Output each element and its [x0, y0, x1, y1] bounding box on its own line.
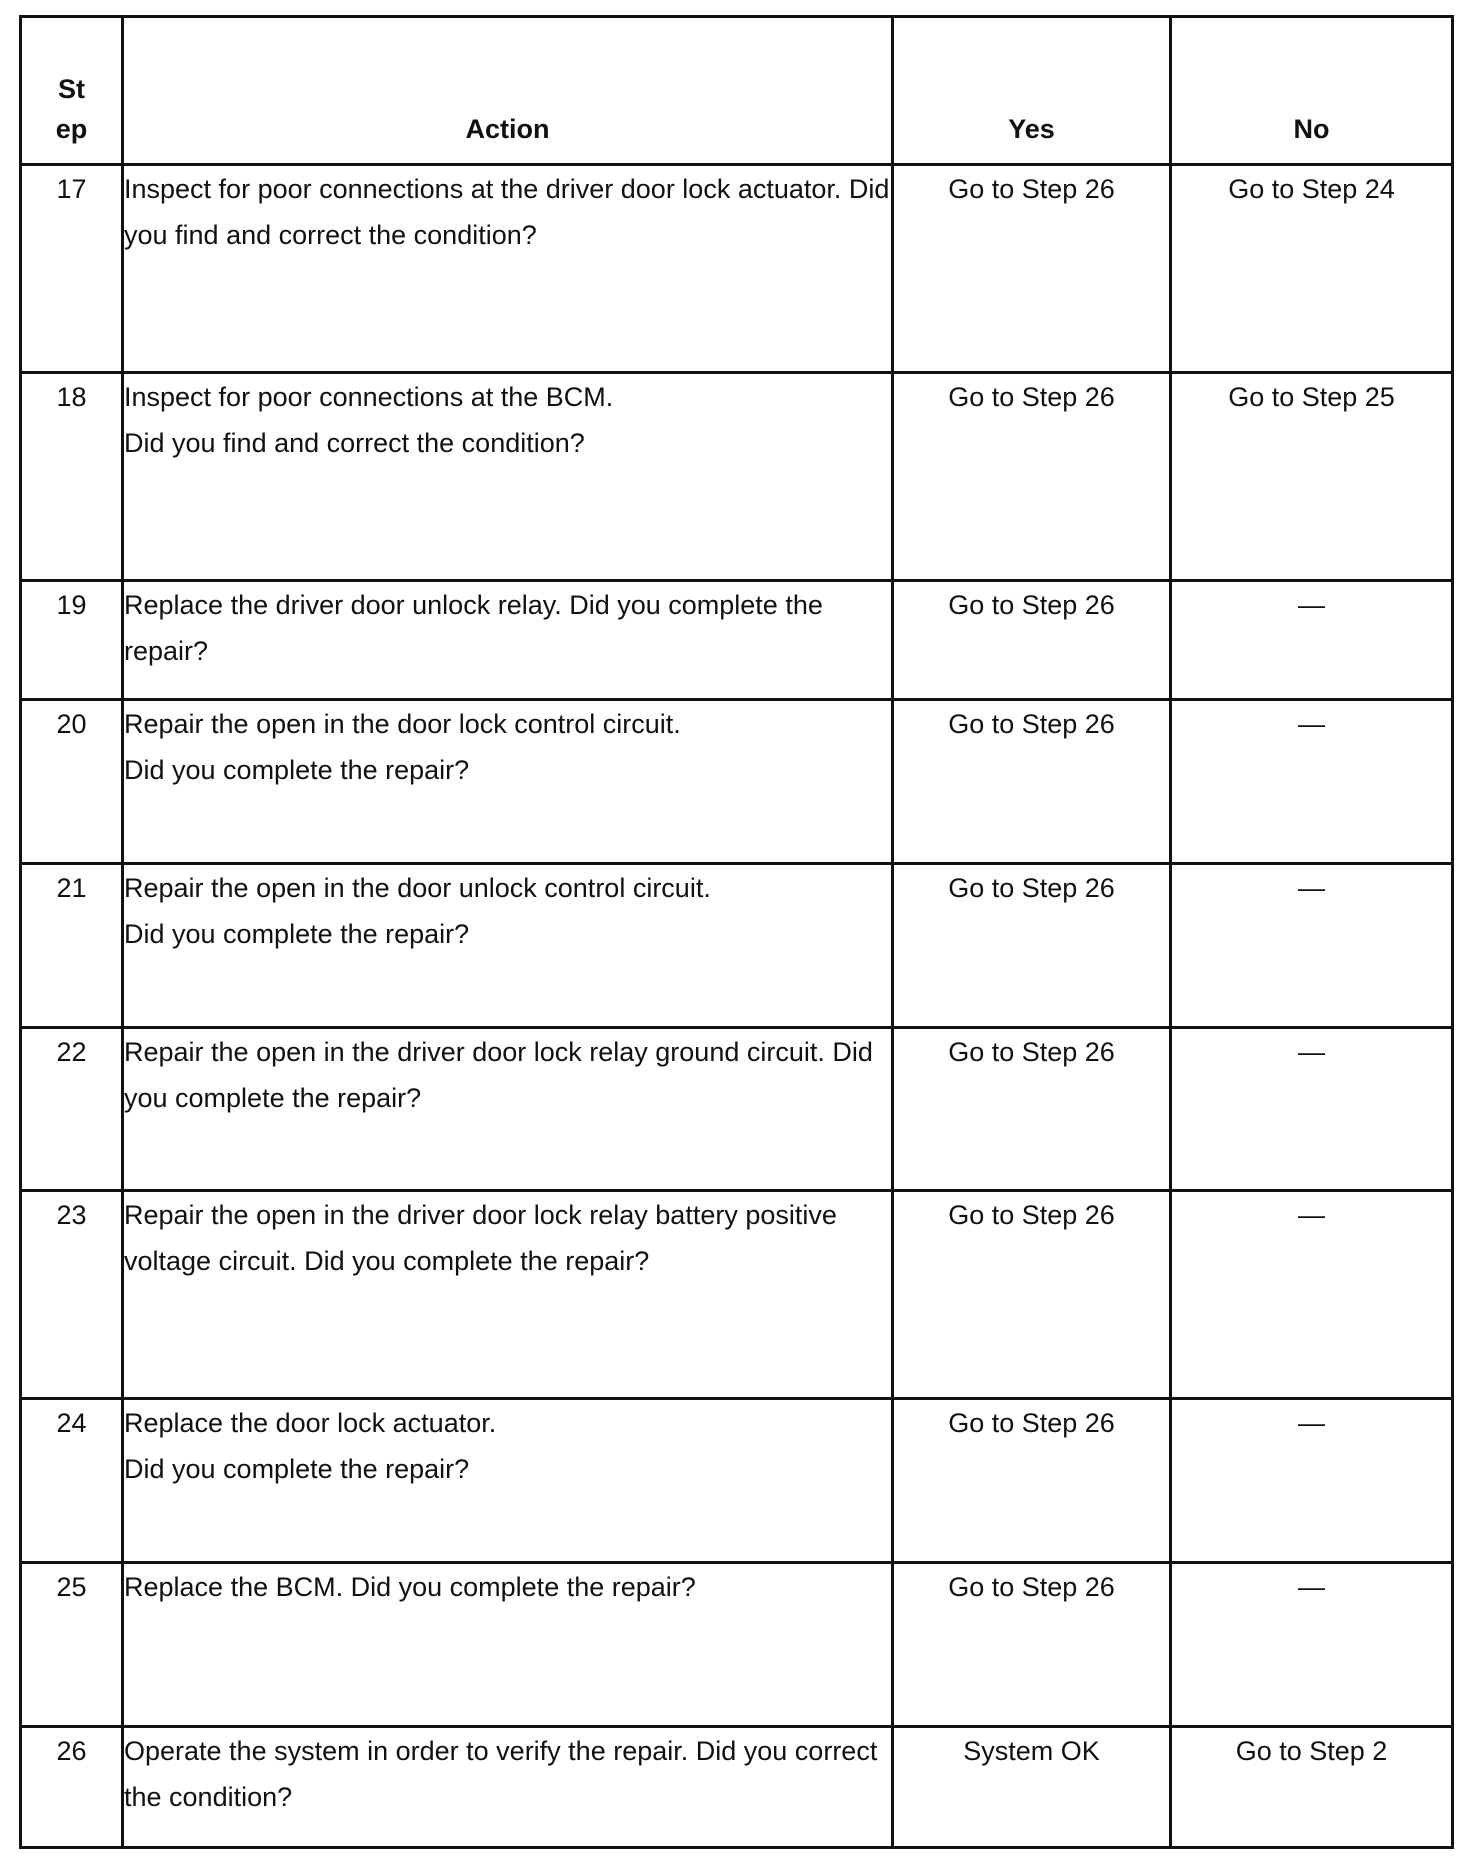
no-outcome: —	[1171, 1191, 1453, 1399]
yes-outcome: Go to Step 26	[893, 165, 1171, 373]
yes-outcome: Go to Step 26	[893, 1191, 1171, 1399]
step-number: 17	[21, 165, 123, 373]
action-text: Repair the open in the driver door lock relay battery positive voltage circuit. Did you complete the repair?	[123, 1191, 893, 1399]
step-number: 22	[21, 1028, 123, 1191]
action-line: Did you complete the repair?	[124, 919, 470, 949]
step-number: 23	[21, 1191, 123, 1399]
step-number: 25	[21, 1563, 123, 1727]
action-text: Replace the BCM. Did you complete the repair?	[123, 1563, 893, 1727]
no-column-header: No	[1171, 17, 1453, 165]
action-text	[123, 1399, 893, 1563]
yes-outcome: Go to Step 26	[893, 864, 1171, 1028]
step-number: 26	[21, 1727, 123, 1848]
no-outcome: Go to Step 25	[1171, 373, 1453, 581]
action-line: Did you complete the repair?	[124, 1454, 470, 1484]
action-line: Replace the door lock actuator.	[124, 1408, 497, 1438]
no-outcome: —	[1171, 1563, 1453, 1727]
table-row	[21, 1727, 1453, 1848]
action-text: Operate the system in order to verify the repair. Did you correct the condition?	[123, 1727, 893, 1848]
yes-outcome: Go to Step 26	[893, 1399, 1171, 1563]
table-header-row	[21, 17, 1453, 165]
action-text: Inspect for poor connections at the driver door lock actuator. Did you find and correct the condition?	[123, 165, 893, 373]
action-line: Inspect for poor connections at the BCM.	[124, 382, 614, 412]
yes-outcome: Go to Step 26	[893, 700, 1171, 864]
action-column-header: Action	[123, 17, 893, 165]
action-line: Repair the open in the door lock control circuit.	[124, 709, 681, 739]
step-column-header: Step	[21, 17, 123, 165]
action-line: Did you find and correct the condition?	[124, 428, 585, 458]
action-text: Repair the open in the driver door lock relay ground circuit. Did you complete the repair?	[123, 1028, 893, 1191]
yes-column-header: Yes	[893, 17, 1171, 165]
table-row	[21, 581, 1453, 700]
table-row	[21, 1191, 1453, 1399]
action-text	[123, 373, 893, 581]
step-number: 20	[21, 700, 123, 864]
step-number: 21	[21, 864, 123, 1028]
table-row	[21, 373, 1453, 581]
action-line: Repair the open in the door unlock control circuit.	[124, 873, 711, 903]
step-number: 24	[21, 1399, 123, 1563]
table-row	[21, 700, 1453, 864]
table-row	[21, 165, 1453, 373]
step-number: 19	[21, 581, 123, 700]
action-text	[123, 700, 893, 864]
action-line: Did you complete the repair?	[124, 755, 470, 785]
no-outcome: Go to Step 24	[1171, 165, 1453, 373]
no-outcome: —	[1171, 1028, 1453, 1191]
table-row	[21, 1563, 1453, 1727]
no-outcome: Go to Step 2	[1171, 1727, 1453, 1848]
no-outcome: —	[1171, 864, 1453, 1028]
yes-outcome: Go to Step 26	[893, 373, 1171, 581]
no-outcome: —	[1171, 1399, 1453, 1563]
table-row	[21, 1028, 1453, 1191]
no-outcome: —	[1171, 581, 1453, 700]
yes-outcome: Go to Step 26	[893, 581, 1171, 700]
action-text	[123, 864, 893, 1028]
diagnostic-table	[19, 15, 1454, 1849]
yes-outcome: Go to Step 26	[893, 1563, 1171, 1727]
no-outcome: —	[1171, 700, 1453, 864]
step-number: 18	[21, 373, 123, 581]
yes-outcome: Go to Step 26	[893, 1028, 1171, 1191]
action-text: Replace the driver door unlock relay. Did you complete the repair?	[123, 581, 893, 700]
table-row	[21, 1399, 1453, 1563]
table-row	[21, 864, 1453, 1028]
yes-outcome: System OK	[893, 1727, 1171, 1848]
